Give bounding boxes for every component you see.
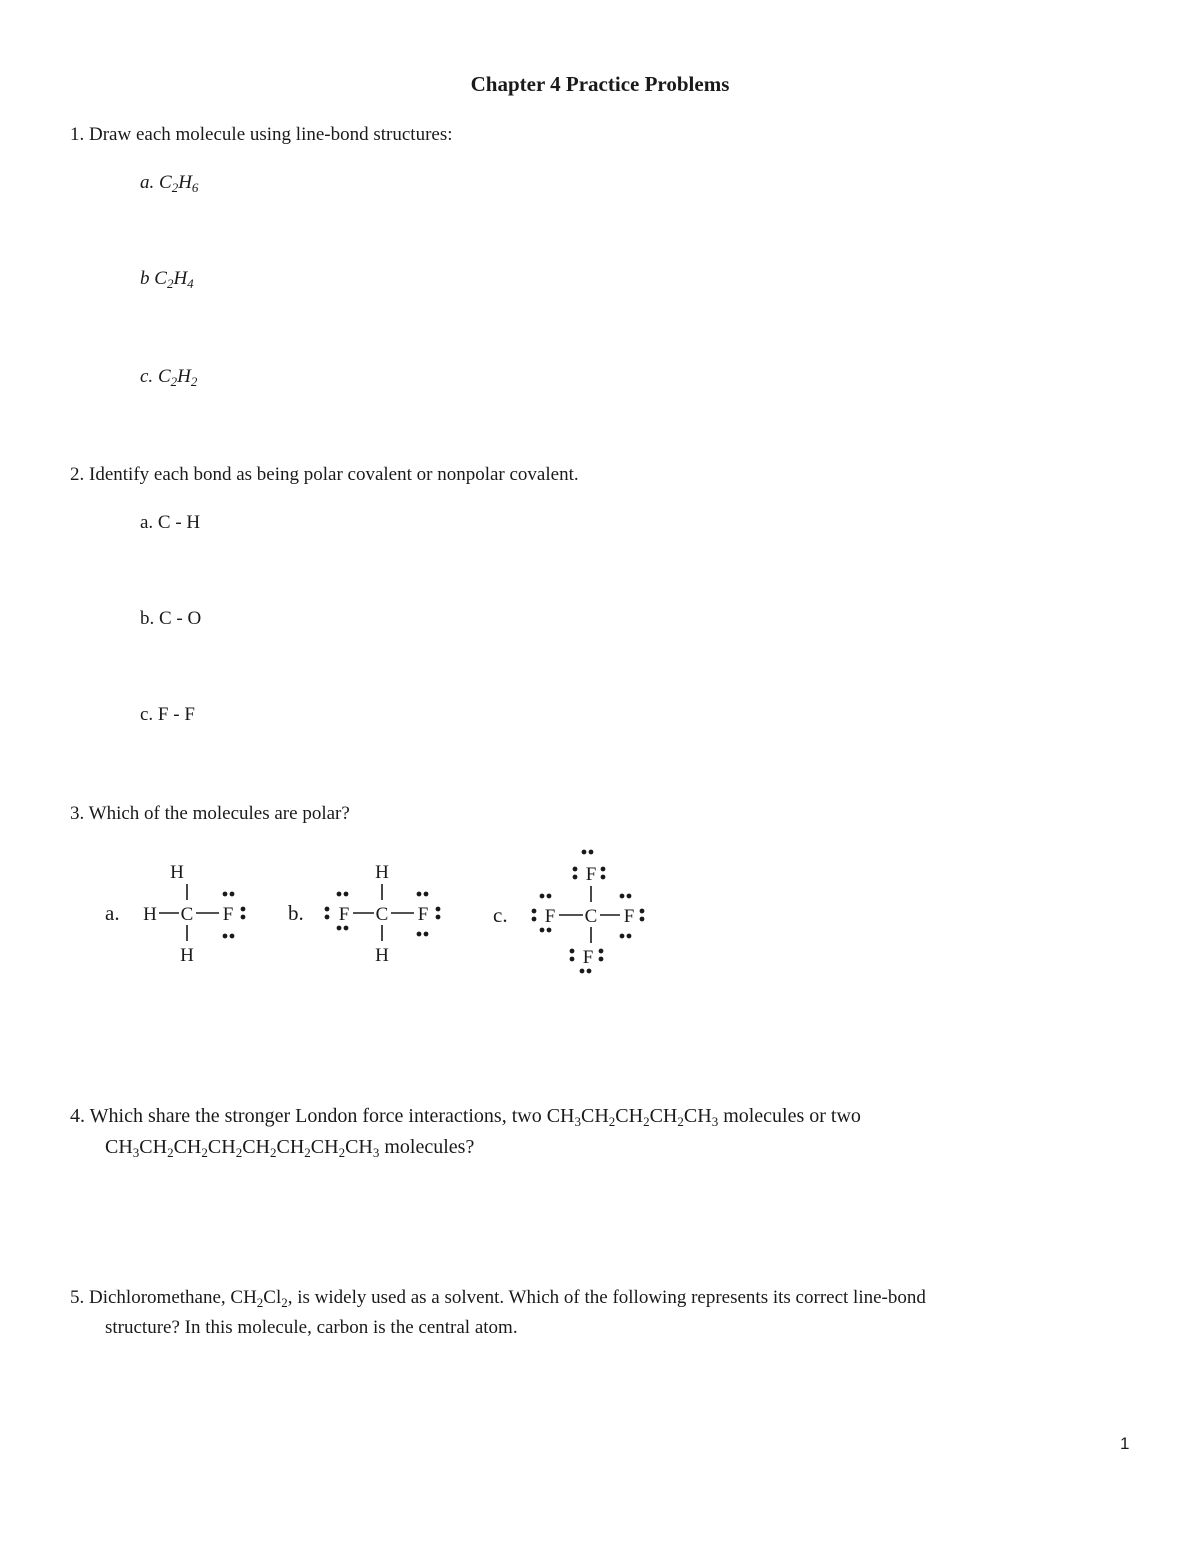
text-run: CH [173, 1136, 202, 1158]
formula-subscript: 2 [269, 1145, 277, 1160]
page-number: 1 [1120, 1434, 1130, 1453]
formula-subscript: 2 [281, 1295, 288, 1310]
structure-a-label: a. [105, 901, 120, 925]
formula-subscript: 2 [235, 1145, 243, 1160]
formula-subscript: 2 [170, 374, 178, 389]
formula-element: H [178, 172, 192, 193]
atom-carbon: C [584, 906, 598, 927]
text-run: CH [615, 1105, 644, 1127]
lewis-structures-figure [95, 840, 665, 985]
atom-hydrogen-left: H [143, 904, 157, 925]
structure-c-label: c. [493, 903, 508, 927]
atom-hydrogen-top: H [170, 862, 184, 883]
question-1a [140, 172, 198, 194]
formula-subscript: 2 [166, 276, 174, 291]
question-5-line-1 [70, 1287, 926, 1309]
question-2-prompt: 2. Identify each bond as being polar covalent or nonpolar covalent. [70, 464, 579, 485]
formula-element: C [157, 366, 171, 387]
question-1b-label: b [140, 268, 155, 289]
atom-fluorine-bottom: F [582, 947, 594, 968]
formula-element: C [159, 172, 172, 193]
question-2a: a. C - H [140, 512, 201, 533]
formula-subscript: 2 [256, 1295, 264, 1310]
question-5-line-2: structure? In this molecule, carbon is the central atom. [105, 1317, 518, 1338]
question-4-line-2 [105, 1136, 474, 1159]
formula-subscript: 2 [304, 1145, 311, 1160]
text-run: CH [207, 1136, 236, 1158]
question-2c: c. F - F [140, 704, 195, 725]
text-run: Cl [263, 1287, 282, 1308]
formula-subscript: 2 [190, 374, 198, 389]
atom-hydrogen-bottom: H [180, 945, 194, 966]
question-3-prompt: 3. Which of the molecules are polar? [70, 803, 350, 824]
question-1-prompt: 1. Draw each molecule using line-bond structures: [70, 124, 453, 145]
text-run: CH [276, 1136, 305, 1158]
formula-subscript: 2 [677, 1114, 684, 1129]
lewis-structure-a [105, 862, 245, 966]
formula-element: C [154, 268, 167, 289]
atom-carbon: C [180, 904, 194, 925]
text-run: CH [581, 1105, 609, 1127]
text-run: CH [105, 1136, 133, 1158]
atom-fluorine-right: F [623, 906, 635, 927]
formula-subscript: 3 [711, 1114, 719, 1129]
atom-fluorine: F [222, 904, 234, 925]
text-run: CH [310, 1136, 339, 1158]
formula-subscript: 3 [132, 1145, 140, 1160]
question-1c [140, 366, 197, 388]
text-run: CH [649, 1105, 678, 1127]
formula-subscript: 2 [171, 180, 179, 195]
formula-subscript: 2 [201, 1145, 208, 1160]
text-run: 4. Which share the stronger London force interactions, two CH [70, 1105, 575, 1127]
text-run: 5. Dichloromethane, CH [70, 1287, 257, 1308]
text-run: molecules or two [718, 1105, 861, 1127]
text-run: CH [242, 1136, 270, 1158]
question-1b [140, 268, 194, 290]
text-run: CH [683, 1105, 712, 1127]
formula-subscript: 2 [608, 1114, 616, 1129]
formula-subscript: 3 [372, 1145, 380, 1160]
atom-carbon: C [375, 904, 389, 925]
formula-subscript: 6 [191, 180, 199, 195]
formula-subscript: 3 [574, 1114, 581, 1129]
atom-hydrogen-top: H [375, 862, 389, 883]
atom-fluorine-left: F [544, 906, 556, 927]
lewis-structure-b [288, 862, 440, 966]
atom-fluorine-left: F [338, 904, 350, 925]
text-run: CH [139, 1136, 168, 1158]
question-4-line-1 [70, 1105, 861, 1128]
atom-fluorine-top: F [585, 864, 597, 885]
formula-subscript: 2 [338, 1145, 346, 1160]
text-run: , is widely used as a solvent. Which of the following represents its correct line-bond [287, 1287, 926, 1308]
text-run: CH [345, 1136, 373, 1158]
question-1a-label: a. [140, 172, 159, 193]
atom-fluorine-right: F [417, 904, 429, 925]
question-1c-label: c. [140, 366, 158, 387]
formula-subscript: 4 [187, 276, 194, 291]
formula-element: H [173, 268, 188, 289]
formula-subscript: 2 [643, 1114, 650, 1129]
lewis-structure-c [493, 850, 644, 974]
page-title: Chapter 4 Practice Problems [470, 72, 730, 96]
formula-element: H [177, 366, 191, 387]
atom-hydrogen-bottom: H [375, 945, 389, 966]
question-2b: b. C - O [140, 608, 202, 629]
structure-b-label: b. [288, 901, 304, 925]
text-run: molecules? [379, 1136, 475, 1158]
formula-subscript: 2 [167, 1145, 174, 1160]
